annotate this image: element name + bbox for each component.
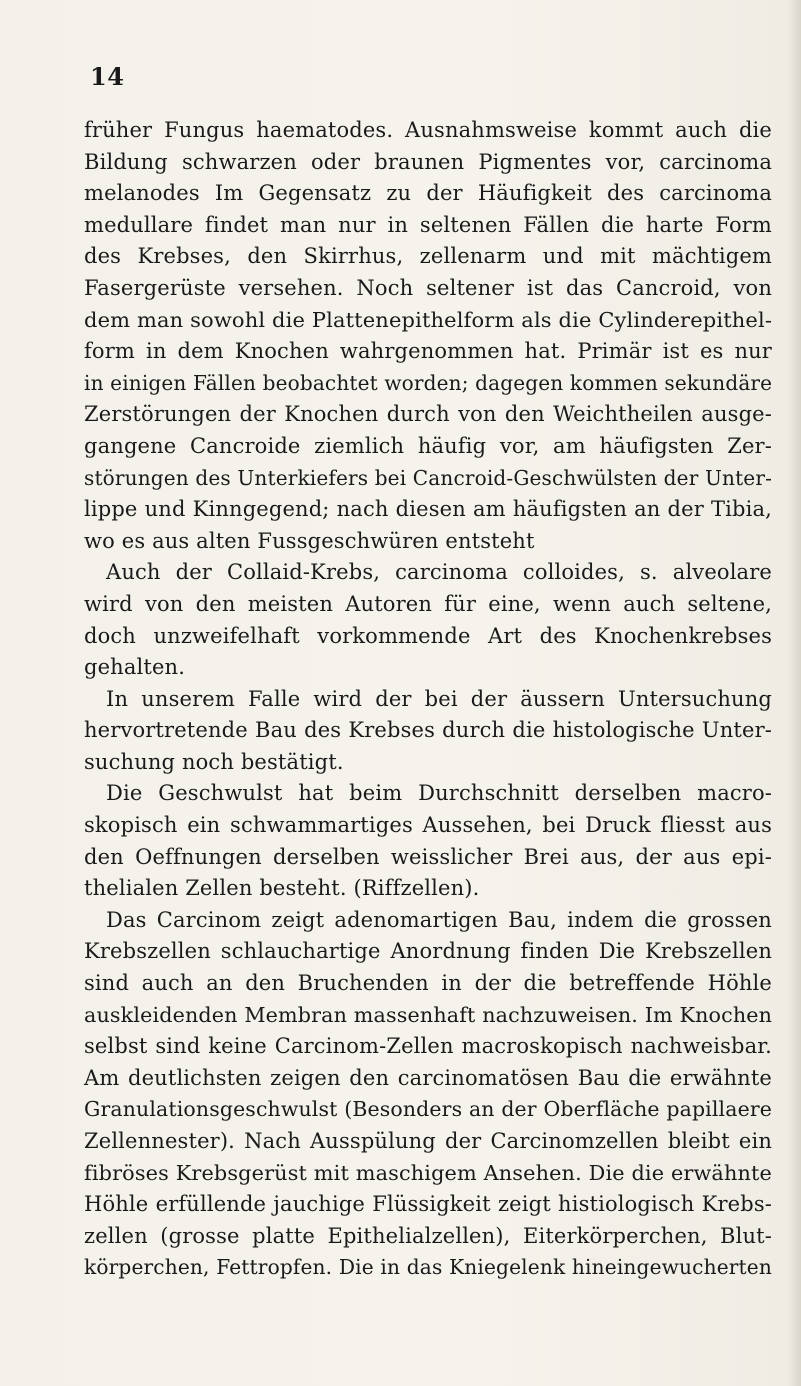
text-line: wo es aus alten Fussgeschwüren entsteht [84, 528, 535, 553]
text-line: doch unzweifelhaft vorkommende Art des Knochenkrebses [84, 623, 772, 648]
text-line: gehalten. [84, 655, 186, 680]
text-line: Krebszellen schlauchartige Anordnung finden Die Krebszellen [84, 939, 772, 964]
text-line: hervortretende Bau des Krebses durch die histologische Unter- [84, 718, 772, 743]
text-line: lippe und Kinngegend; nach diesen am häufigsten an der Tibia, [84, 497, 772, 522]
text-line: suchung noch bestätigt. [84, 749, 344, 774]
text-line: gangene Cancroide ziemlich häufig vor, am häufigsten Zer- [84, 433, 772, 458]
text-line: skopisch ein schwammartiges Aussehen, bei Druck fliesst aus [84, 813, 772, 838]
text-line: Die Geschwulst hat beim Durchschnitt derselben macro- [106, 781, 772, 806]
text-line: Auch der Collaid-Krebs, carcinoma colloides, s. alveolare [106, 560, 772, 585]
text-line: Am deutlichsten zeigen den carcinomatösen Bau die erwähnte [84, 1065, 772, 1090]
text-line: thelialen Zellen besteht. (Riffzellen). [84, 876, 480, 901]
text-line: den Oeffnungen derselben weisslicher Brei aus, der aus epi- [84, 844, 772, 869]
text-line: In unserem Falle wird der bei der äussern Untersuchung [106, 686, 772, 711]
text-line: dem man sowohl die Plattenepithelform als die Cylinderepithel- [84, 307, 773, 332]
text-line: früher Fungus haematodes. Ausnahmsweise kommt auch die [84, 118, 772, 142]
text-line: auskleidenden Membran massenhaft nachzuweisen. Im Knochen [84, 1002, 773, 1027]
text-line: Das Carcinom zeigt adenomartigen Bau, indem die grossen [106, 907, 772, 932]
text-line: des Krebses, den Skirrhus, zellenarm und mit mächtigem [84, 244, 772, 269]
text-line: sind auch an den Bruchenden in der die betreffende Höhle [84, 971, 772, 996]
text-line: Zellennester). Nach Ausspülung der Carcinomzellen bleibt ein [84, 1129, 772, 1153]
text-line: form in dem Knochen wahrgenommen hat. Primär ist es nur [84, 339, 772, 364]
text-line: Granulationsgeschwulst (Besonders an der Oberfläche papillaere [84, 1097, 772, 1122]
text-line: selbst sind keine Carcinom-Zellen macroskopisch nachweisbar. [84, 1034, 772, 1059]
text-line: melanodes Im Gegensatz zu der Häufigkeit des carcinoma [84, 181, 772, 206]
text-line: körperchen, Fettropfen. Die in das Kniegelenk hineingewucherten [84, 1255, 772, 1280]
text-line: in einigen Fällen beobachtet worden; dagegen kommen sekundäre [84, 370, 773, 395]
body-text [84, 115, 772, 1284]
text-line: Fasergerüste versehen. Noch seltener ist das Cancroid, von [84, 275, 772, 300]
text-line: zellen (grosse platte Epithelialzellen), Eiterkörperchen, Blut- [84, 1223, 772, 1248]
text-line: Zerstörungen der Knochen durch von den Weichtheilen ausge- [84, 402, 772, 427]
text-line: Bildung schwarzen oder braunen Pigmentes vor, carcinoma [84, 149, 772, 174]
text-line: Höhle erfüllende jauchige Flüssigkeit zeigt histiologisch Krebs- [84, 1192, 772, 1217]
text-line: störungen des Unterkiefers bei Cancroid-Geschwülsten der Unter- [84, 465, 772, 490]
page-number: 14 [90, 62, 125, 91]
text-line: fibröses Krebsgerüst mit maschigem Ansehen. Die die erwähnte [84, 1160, 772, 1185]
page-edge-shadow [787, 0, 801, 1386]
text-line: wird von den meisten Autoren für eine, wenn auch seltene, [84, 591, 772, 616]
text-line: medullare findet man nur in seltenen Fällen die harte Form [84, 212, 772, 237]
